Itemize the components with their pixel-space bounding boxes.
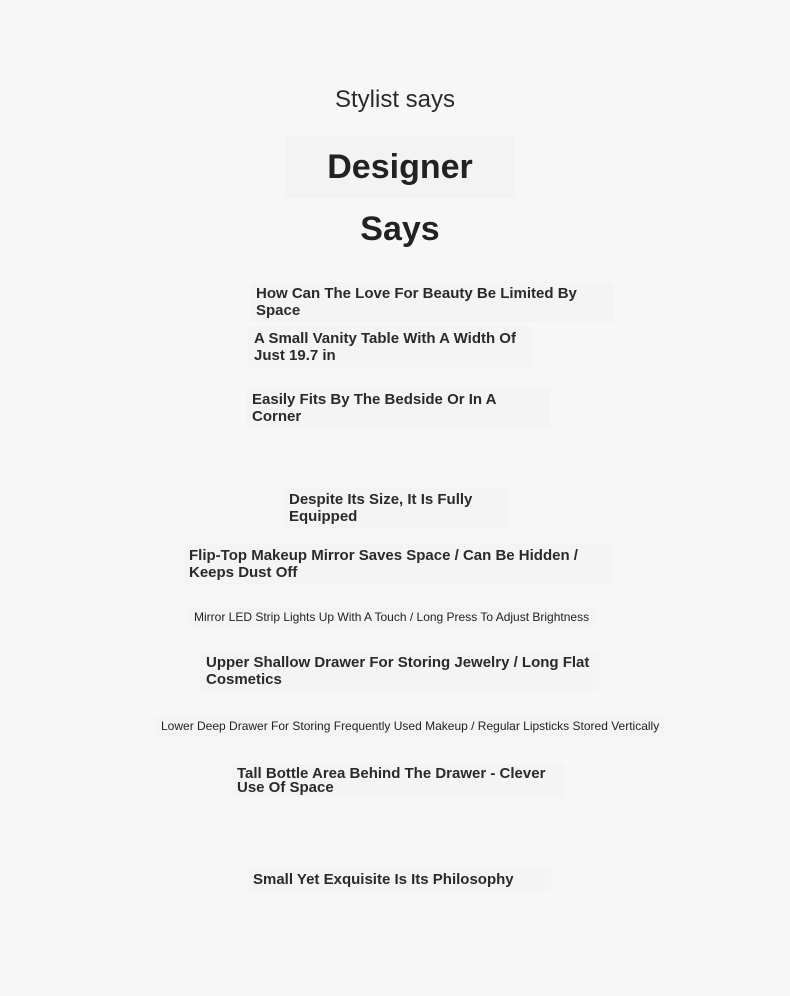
intro-line-bedside: Easily Fits By The Bedside Or In A Corner [246, 388, 550, 428]
feature-led-strip: Mirror LED Strip Lights Up With A Touch / Long Press To Adjust Brightness [188, 608, 595, 627]
section-title: Designer Says [285, 136, 515, 198]
feature-fully-equipped: Despite Its Size, It Is Fully Equipped [283, 488, 507, 528]
intro-line-width: A Small Vanity Table With A Width Of Just 19.7 in [248, 327, 532, 367]
intro-line-space: How Can The Love For Beauty Be Limited By Space [250, 282, 614, 322]
section-kicker: Stylist says [334, 86, 456, 113]
feature-flip-top-mirror: Flip-Top Makeup Mirror Saves Space / Can Be Hidden / Keeps Dust Off [183, 544, 612, 584]
feature-tall-bottle-area: Tall Bottle Area Behind The Drawer - Clever Use Of Space [231, 764, 565, 798]
feature-lower-drawer: Lower Deep Drawer For Storing Frequently Used Makeup / Regular Lipsticks Stored Vertically [155, 717, 665, 736]
closing-line: Small Yet Exquisite Is Its Philosophy [247, 868, 551, 891]
feature-upper-drawer: Upper Shallow Drawer For Storing Jewelry / Long Flat Cosmetics [200, 651, 599, 691]
